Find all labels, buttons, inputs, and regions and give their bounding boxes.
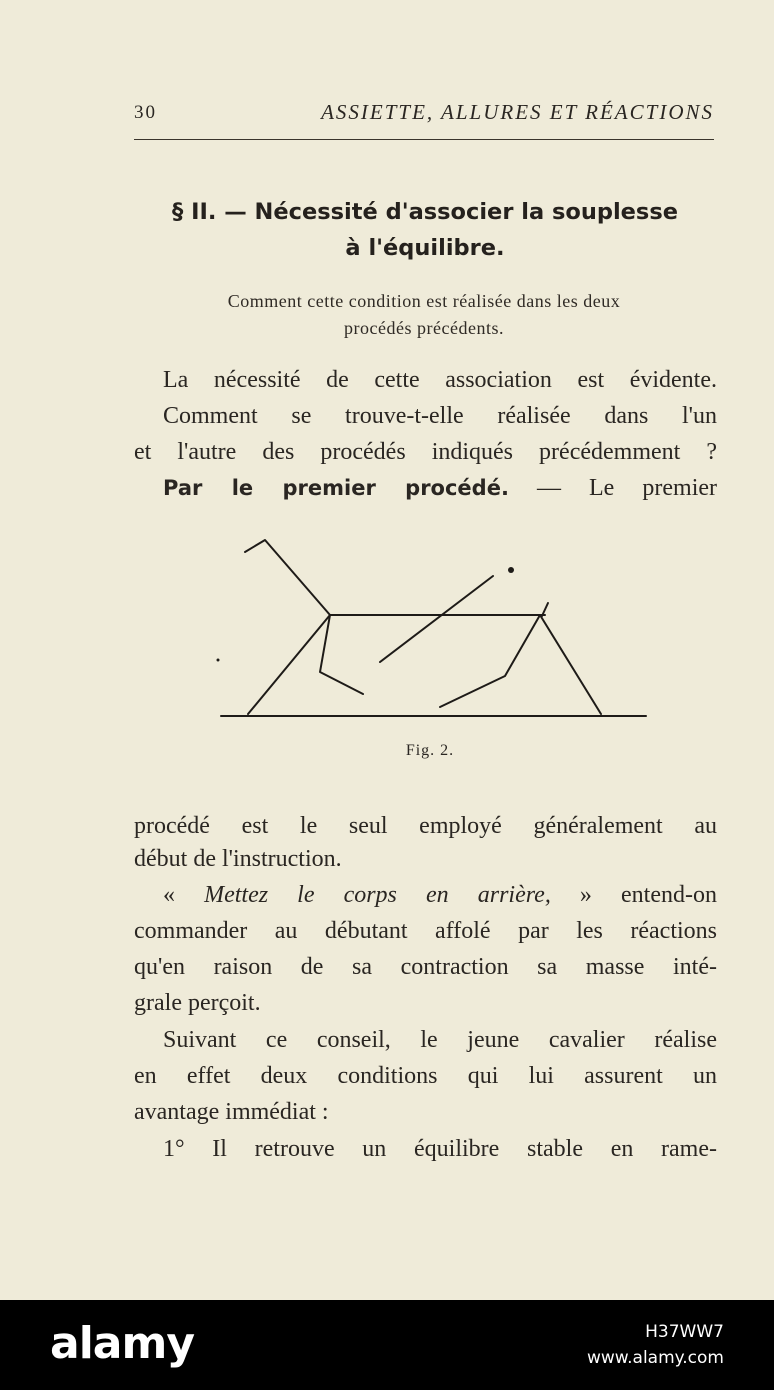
section-summary [154,288,694,342]
quote-rest: » entend-on [550,882,717,908]
paragraph-line: début de l'instruction. [134,846,342,872]
paragraph-line: commander au débutant affolé par les réactions [134,918,717,944]
paragraph-line: La nécessité de cette association est évidente. [163,367,717,393]
image-id: H37WW7 [645,1322,724,1342]
bent-leg [320,615,363,694]
quote-open: « [163,882,205,908]
paragraph-line [163,470,717,506]
inline-heading: Par le premier procédé. [163,476,509,500]
front-leg [248,615,330,714]
running-title: ASSIETTE, ALLURES ET RÉACTIONS [321,100,714,124]
paragraph-line-rest: — Le premier [536,475,718,501]
figure-caption: Fig. 2. [405,742,455,759]
paragraph-line: en effet deux conditions qui lui assurent un [134,1063,717,1089]
running-head [134,100,714,130]
paragraph-line: qu'en raison de sa contraction sa masse inté- [134,954,717,980]
site-url: www.alamy.com [586,1348,724,1368]
section-title-line-1: § II. — Nécessité d'associer la souplesse [172,199,678,225]
rider-line [380,576,493,662]
paragraph-line: Comment se trouve-t-elle réalisée dans l'un [163,403,717,429]
paragraph-line: 1° Il retrouve un équilibre stable en rame- [163,1136,717,1162]
section-title [134,194,716,266]
left-dot [217,659,220,662]
hind-leg [440,615,540,707]
stock-footer [0,1300,774,1390]
neck-head-line [245,540,330,615]
alamy-logo: alamy [50,1318,194,1369]
summary-line-1: Comment cette condition est réalisée dans les deux [227,291,621,311]
paragraph-line: avantage immédiat : [134,1099,329,1125]
rider-head-dot [508,567,514,573]
quoted-command: Mettez le corps en arrière, [204,882,551,908]
page-number: 30 [134,102,157,123]
paragraph-line: procédé est le seul employé généralement au [134,813,717,839]
figure-stick-diagram [215,532,649,722]
back-leg [540,615,601,714]
section-title-line-2: à l'équilibre. [345,235,505,261]
summary-line-2: procédés précédents. [344,318,504,338]
paragraph-line: et l'autre des procédés indiqués précédemment ? [134,439,717,465]
paragraph-line [163,877,717,913]
paragraph-line: grale perçoit. [134,990,261,1016]
header-rule [134,139,714,140]
paragraph-line: Suivant ce conseil, le jeune cavalier réalise [163,1027,717,1053]
